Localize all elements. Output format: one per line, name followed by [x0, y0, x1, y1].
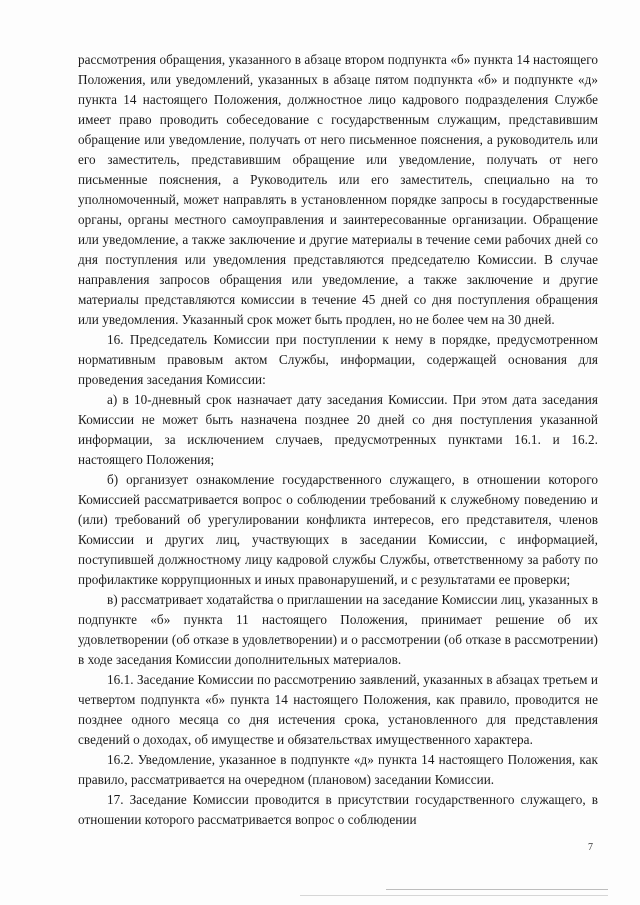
paragraph-16: 16. Председатель Комиссии при поступлении к нему в порядке, предусмотренном нормативным правовым актом Службы, информации, содержащей основания для проведения заседания Комиссии: — [78, 332, 598, 387]
paragraph-continuation: рассмотрения обращения, указанного в абзаце втором подпункта «б» пункта 14 настоящего Положения, или уведомлений, указанных в абзаце пятом подпункта «б» и подпункте «д» пункта 14 настоящего Положения, должностное лицо кадрового подразделения Службе имеет право проводить собеседование с государственным служащим, представившим обращение или уведомление, получать от него письменное пояснения, а руководитель или его заместитель, представившим обращение или уведомление, получать от него письменные пояснения, а Руководитель или его заместитель, специально на то уполномоченный, может направлять в установленном порядке запросы в государственные органы, органы местного самоуправления и заинтересованные организации. Обращение или уведомление, а также заключение и другие материалы в течение семи рабочих дней со дня поступления или уведомления представляются председателю Комиссии. В случае направления запросов обращения или уведомление, а также заключение и другие материалы представляются комиссии в течение 45 дней со дня поступления обращения или уведомления. Указанный срок может быть продлен, но не более чем на 30 дней. — [78, 52, 598, 327]
scan-edge-line — [386, 889, 608, 890]
document-body — [78, 50, 598, 830]
paragraph-16-v: в) рассматривает ходатайства о приглашении на заседание Комиссии лиц, указанных в подпункте «б» пункта 11 настоящего Положения, принимает решение об их удовлетворении (об отказе в удовлетворении) и о рассмотрении (об отказе в рассмотрении) в ходе заседания Комиссии дополнительных материалов. — [78, 592, 598, 667]
scan-edge-line — [300, 895, 608, 896]
paragraph-16-1: 16.1. Заседание Комиссии по рассмотрению заявлений, указанных в абзацах третьем и четвертом подпункта «б» пункта 14 настоящего Положения, как правило, проводится не позднее одного месяца со дня истечения срока, установленного для представления сведений о доходах, об имуществе и обязательствах имущественного характера. — [78, 672, 598, 747]
paragraph-16-2: 16.2. Уведомление, указанное в подпункте «д» пункта 14 настоящего Положения, как правило, рассматривается на очередном (плановом) заседании Комиссии. — [78, 752, 598, 787]
paragraph-17: 17. Заседание Комиссии проводится в присутствии государственного служащего, в отношении которого рассматривается вопрос о соблюдении — [78, 792, 598, 827]
paragraph-16-a: а) в 10-дневный срок назначает дату заседания Комиссии. При этом дата заседания Комиссии не может быть назначена позднее 20 дней со дня поступления указанной информации, за исключением случаев, предусмотренных пунктами 16.1. и 16.2. настоящего Положения; — [78, 392, 598, 467]
paragraph-16-b: б) организует ознакомление государственного служащего, в отношении которого Комиссией рассматривается вопрос о соблюдении требований к служебному поведению и (или) требований об урегулировании конфликта интересов, его представителя, членов Комиссии и других лиц, участвующих в заседании Комиссии, с информацией, поступившей должностному лицу кадровой службы Службы, ответственному за работу по профилактике коррупционных и иных правонарушений, и с результатами ее проверки; — [78, 472, 598, 587]
page-number: 7 — [588, 842, 593, 853]
